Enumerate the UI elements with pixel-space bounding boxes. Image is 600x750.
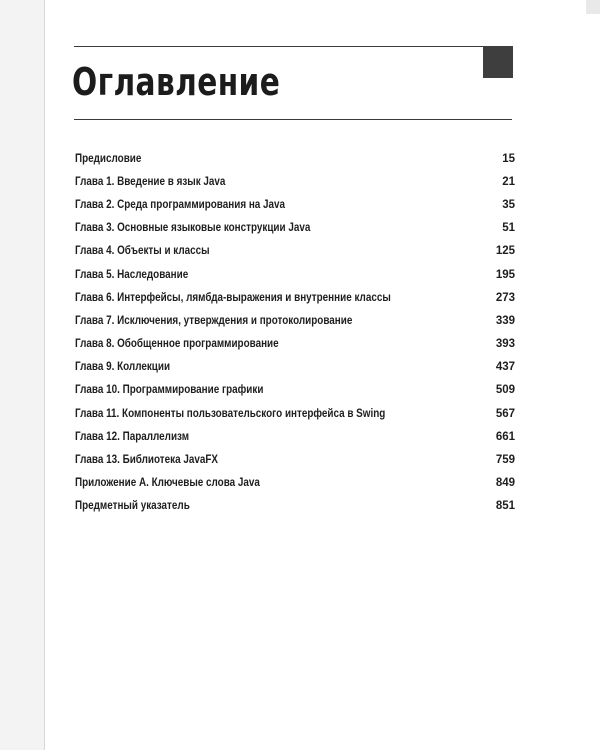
toc-entry-page: 509 xyxy=(495,384,515,397)
toc-entry-label: Глава 10. Программирование графики xyxy=(75,384,264,397)
toc-entry[interactable] xyxy=(75,147,515,170)
toc-entry-page: 195 xyxy=(495,268,515,281)
toc-entry-label: Глава 2. Среда программирования на Java xyxy=(75,198,286,211)
page-title: Оглавление xyxy=(72,60,281,104)
toc-entry[interactable] xyxy=(75,286,515,309)
toc-entry-label: Глава 7. Исключения, утверждения и протоколирование xyxy=(75,314,353,327)
toc-entry-label: Глава 6. Интерфейсы, лямбда-выражения и внутренние классы xyxy=(75,291,391,304)
toc-entry-label: Глава 13. Библиотека JavaFX xyxy=(75,454,218,467)
toc-entry-page: 125 xyxy=(495,245,515,258)
toc-entry-label: Глава 3. Основные языковые конструкции Java xyxy=(75,222,311,235)
toc-entry[interactable] xyxy=(75,263,515,286)
toc-entry-page: 661 xyxy=(495,430,515,443)
toc-entry[interactable] xyxy=(75,170,515,193)
toc-entry-label: Глава 5. Наследование xyxy=(75,268,189,281)
toc-entry[interactable] xyxy=(75,448,515,471)
toc-entry-page: 51 xyxy=(502,222,515,235)
toc-entry-page: 437 xyxy=(495,361,515,374)
corner-block-decoration xyxy=(483,46,513,78)
toc-entry-label: Глава 11. Компоненты пользовательского интерфейса в Swing xyxy=(75,407,386,420)
toc-entry-page: 21 xyxy=(502,175,515,188)
toc-entry[interactable] xyxy=(75,425,515,448)
toc-entry-label: Приложение А. Ключевые слова Java xyxy=(75,477,260,490)
toc-entry-label: Глава 8. Обобщенное программирование xyxy=(75,338,279,351)
toc-entry-page: 851 xyxy=(495,500,515,513)
toc-entry-label: Глава 4. Объекты и классы xyxy=(75,245,210,258)
toc-entry-page: 393 xyxy=(495,338,515,351)
toc-entry[interactable] xyxy=(75,217,515,240)
toc-entry[interactable] xyxy=(75,193,515,216)
toc-entry[interactable] xyxy=(75,240,515,263)
toc-entry-page: 567 xyxy=(495,407,515,420)
toc-entry-label: Глава 12. Параллелизм xyxy=(75,430,190,443)
toc-entry[interactable] xyxy=(75,333,515,356)
toc-entry-page: 273 xyxy=(495,291,515,304)
title-underline-rule xyxy=(74,119,512,120)
toc-entry-label: Глава 1. Введение в язык Java xyxy=(75,175,226,188)
toc-entry[interactable] xyxy=(75,495,515,518)
toc-entry[interactable] xyxy=(75,472,515,495)
toc-entry-label: Предметный указатель xyxy=(75,500,190,513)
toc-entry-label: Глава 9. Коллекции xyxy=(75,361,171,374)
toc-entry[interactable] xyxy=(75,356,515,379)
toc-entry-page: 15 xyxy=(502,152,515,165)
toc-entry-page: 35 xyxy=(502,198,515,211)
toc-entry[interactable] xyxy=(75,309,515,332)
toc-entry-label: Предисловие xyxy=(75,152,142,165)
toc-entry-page: 759 xyxy=(495,454,515,467)
toc-entry[interactable] xyxy=(75,402,515,425)
top-rule xyxy=(74,46,512,47)
toc-entry[interactable] xyxy=(75,379,515,402)
toc-entry-page: 339 xyxy=(495,314,515,327)
table-of-contents xyxy=(75,147,515,518)
scan-edge xyxy=(586,0,600,14)
toc-entry-page: 849 xyxy=(495,477,515,490)
